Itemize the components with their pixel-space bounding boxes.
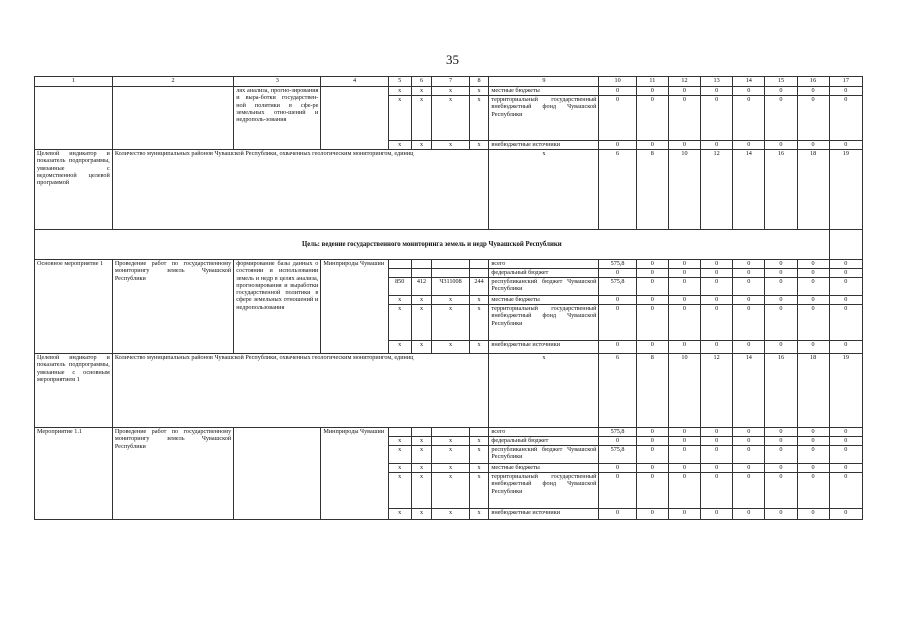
year-value-cell: 575,8 [599, 446, 636, 464]
year-value-cell: 0 [765, 437, 797, 446]
activity-row [35, 428, 863, 437]
budget-code-cell: x [469, 473, 489, 509]
year-value-cell: 575,8 [599, 278, 636, 296]
column-number-cell: 2 [112, 77, 233, 87]
year-value-cell: 0 [599, 141, 636, 150]
column-number-cell: 4 [321, 77, 388, 87]
year-value-cell: 0 [829, 437, 862, 446]
year-value-cell: 0 [599, 473, 636, 509]
funding-source-cell: всего [489, 260, 599, 269]
indicator-value-cell: 6 [599, 150, 636, 230]
year-value-cell: 0 [599, 87, 636, 96]
indicator-value-cell: 18 [797, 354, 829, 428]
year-value-cell: 0 [636, 509, 668, 520]
column-number-cell: 3 [234, 77, 321, 87]
year-value-cell: 0 [599, 464, 636, 473]
budget-code-cell: x [388, 305, 411, 341]
budget-code-cell: x [411, 473, 432, 509]
budget-code-cell [432, 428, 469, 437]
indicator-text-cell: Количество муниципальных районов Чувашской Республики, охваченных геологическим мониторингом, единиц [112, 354, 489, 428]
year-value-cell: 0 [797, 464, 829, 473]
year-value-cell: 0 [701, 87, 733, 96]
indicator-value-cell: 19 [829, 354, 862, 428]
year-value-cell: 0 [733, 428, 765, 437]
year-value-cell: 0 [733, 141, 765, 150]
year-value-cell: 0 [599, 509, 636, 520]
year-value-cell: 0 [765, 278, 797, 296]
year-value-cell: 0 [797, 141, 829, 150]
activity-row [35, 260, 863, 269]
budget-code-cell: x [411, 341, 432, 354]
budget-code-cell: x [388, 96, 411, 141]
year-value-cell: 0 [636, 269, 668, 278]
budget-code-cell: x [411, 87, 432, 96]
budget-code-cell: x [432, 305, 469, 341]
indicator-value-cell: 10 [668, 150, 700, 230]
budget-code-cell [469, 260, 489, 269]
budget-code-cell: x [469, 509, 489, 520]
budget-code-cell [388, 428, 411, 437]
empty-cell [35, 87, 113, 150]
year-value-cell: 0 [733, 96, 765, 141]
year-value-cell: 0 [829, 428, 862, 437]
budget-code-cell: x [388, 296, 411, 305]
year-value-cell: 0 [668, 141, 700, 150]
year-value-cell: 0 [829, 509, 862, 520]
budget-code-cell: x [388, 87, 411, 96]
empty-cell [112, 87, 233, 150]
year-value-cell: 0 [765, 269, 797, 278]
year-value-cell: 0 [797, 473, 829, 509]
budget-code-cell: x [388, 141, 411, 150]
year-value-cell: 0 [765, 305, 797, 341]
year-value-cell: 0 [797, 278, 829, 296]
indicator-value-cell: 6 [599, 354, 636, 428]
activity-name-cell: Проведение работ по государственному мониторингу земель Чувашской Республики [112, 260, 233, 354]
column-number-cell: 17 [829, 77, 862, 87]
indicator-value-cell: 16 [765, 150, 797, 230]
year-value-cell: 0 [701, 96, 733, 141]
year-value-cell: 0 [701, 269, 733, 278]
budget-code-cell: x [432, 464, 469, 473]
year-value-cell: 0 [797, 96, 829, 141]
budget-code-cell: x [388, 437, 411, 446]
year-value-cell: 0 [701, 278, 733, 296]
year-value-cell: 0 [701, 464, 733, 473]
column-number-cell: 7 [432, 77, 469, 87]
year-value-cell: 0 [701, 305, 733, 341]
budget-code-cell: x [411, 96, 432, 141]
budget-code-cell: x [411, 464, 432, 473]
year-value-cell: 575,8 [599, 260, 636, 269]
year-value-cell: 0 [829, 464, 862, 473]
empty-cell [829, 230, 862, 260]
budget-code-cell: x [469, 341, 489, 354]
column-number-cell: 5 [388, 77, 411, 87]
indicator-value-cell: 16 [765, 354, 797, 428]
column-number-cell: 14 [733, 77, 765, 87]
empty-cell [321, 87, 388, 150]
activity-result-cell: формирование базы данных о состоянии и использовании земель и недр в целях анализа, прогнозирования и выработки государственной политики в сфере земельных отношений и недропользования [234, 260, 321, 354]
year-value-cell: 0 [733, 341, 765, 354]
year-value-cell: 0 [668, 296, 700, 305]
year-value-cell: 0 [701, 473, 733, 509]
budget-code-cell: x [388, 464, 411, 473]
year-value-cell: 0 [636, 96, 668, 141]
year-value-cell: 0 [733, 464, 765, 473]
year-value-cell: 0 [829, 446, 862, 464]
budget-code-cell: Ч311008 [432, 278, 469, 296]
column-number-cell: 11 [636, 77, 668, 87]
year-value-cell: 0 [765, 446, 797, 464]
budget-code-cell: x [388, 446, 411, 464]
activity-executor-cell: Минприроды Чувашии [321, 260, 388, 354]
funding-source-cell: территориальный государственный внебюджетный фонд Чувашской Республики [489, 305, 599, 341]
year-value-cell: 0 [829, 296, 862, 305]
indicator-marker-cell: x [489, 150, 599, 230]
budget-code-cell: x [469, 464, 489, 473]
year-value-cell: 0 [668, 473, 700, 509]
year-value-cell: 0 [668, 269, 700, 278]
activity-name-cell: Проведение работ по государственному мониторингу земель Чувашской Республики [112, 428, 233, 520]
funding-source-cell: внебюджетные источники [489, 341, 599, 354]
goal-row [35, 230, 863, 260]
year-value-cell: 0 [797, 260, 829, 269]
year-value-cell: 0 [701, 296, 733, 305]
funding-source-cell: республиканский бюджет Чувашской Республики [489, 278, 599, 296]
result-cell: лях анализа, прогно-зирования и выра-ботки государствен-ной политики в сфе-ре земельных отно-шений и недрополь-зования [234, 87, 321, 150]
budget-code-cell [469, 269, 489, 278]
funding-source-cell: внебюджетные источники [489, 141, 599, 150]
column-number-cell: 6 [411, 77, 432, 87]
budget-code-cell: x [388, 473, 411, 509]
year-value-cell: 0 [733, 260, 765, 269]
year-value-cell: 0 [765, 341, 797, 354]
indicator-value-cell: 19 [829, 150, 862, 230]
budget-code-cell [411, 260, 432, 269]
year-value-cell: 0 [636, 87, 668, 96]
funding-source-cell: республиканский бюджет Чувашской Республики [489, 446, 599, 464]
activity-label-cell: Основное мероприятие 1 [35, 260, 113, 354]
year-value-cell: 0 [636, 305, 668, 341]
year-value-cell: 0 [636, 446, 668, 464]
budget-code-cell: 244 [469, 278, 489, 296]
year-value-cell: 575,8 [599, 428, 636, 437]
year-value-cell: 0 [636, 464, 668, 473]
budget-code-cell: x [469, 87, 489, 96]
indicator-value-cell: 12 [701, 150, 733, 230]
budget-code-cell: x [432, 296, 469, 305]
budget-code-cell [469, 428, 489, 437]
year-value-cell: 0 [733, 437, 765, 446]
year-value-cell: 0 [829, 473, 862, 509]
activity-label-cell: Мероприятие 1.1 [35, 428, 113, 520]
year-value-cell: 0 [599, 305, 636, 341]
year-value-cell: 0 [829, 269, 862, 278]
year-value-cell: 0 [797, 437, 829, 446]
page-number: 35 [446, 52, 459, 67]
budget-code-cell [411, 428, 432, 437]
indicator-value-cell: 10 [668, 354, 700, 428]
year-value-cell: 0 [636, 341, 668, 354]
budget-code-cell: x [411, 141, 432, 150]
year-value-cell: 0 [733, 87, 765, 96]
budget-code-cell: x [388, 509, 411, 520]
year-value-cell: 0 [668, 428, 700, 437]
budget-code-cell [432, 269, 469, 278]
year-value-cell: 0 [797, 509, 829, 520]
budget-code-cell: x [432, 473, 469, 509]
year-value-cell: 0 [765, 464, 797, 473]
year-value-cell: 0 [636, 437, 668, 446]
year-value-cell: 0 [733, 269, 765, 278]
year-value-cell: 0 [765, 428, 797, 437]
year-value-cell: 0 [765, 260, 797, 269]
year-value-cell: 0 [599, 96, 636, 141]
program-table [34, 76, 863, 520]
budget-code-cell: x [469, 96, 489, 141]
year-value-cell: 0 [733, 509, 765, 520]
budget-code-cell: 412 [411, 278, 432, 296]
year-value-cell: 0 [636, 278, 668, 296]
column-number-cell: 13 [701, 77, 733, 87]
budget-code-cell: x [411, 437, 432, 446]
funding-source-cell: местные бюджеты [489, 87, 599, 96]
year-value-cell: 0 [829, 278, 862, 296]
indicator-value-cell: 8 [636, 354, 668, 428]
year-value-cell: 0 [765, 96, 797, 141]
year-value-cell: 0 [829, 96, 862, 141]
budget-code-cell: x [411, 509, 432, 520]
year-value-cell: 0 [701, 446, 733, 464]
activity-executor-cell: Минприроды Чувашии [321, 428, 388, 520]
year-value-cell: 0 [733, 473, 765, 509]
budget-code-cell: x [432, 87, 469, 96]
year-value-cell: 0 [636, 296, 668, 305]
year-value-cell: 0 [668, 509, 700, 520]
year-value-cell: 0 [668, 437, 700, 446]
year-value-cell: 0 [636, 260, 668, 269]
year-value-cell: 0 [829, 87, 862, 96]
budget-code-cell: x [469, 305, 489, 341]
year-value-cell: 0 [668, 341, 700, 354]
budget-code-cell [388, 260, 411, 269]
year-value-cell: 0 [797, 296, 829, 305]
year-value-cell: 0 [599, 437, 636, 446]
budget-code-cell [432, 260, 469, 269]
year-value-cell: 0 [733, 296, 765, 305]
year-value-cell: 0 [765, 473, 797, 509]
funding-source-cell: федеральный бюджет [489, 437, 599, 446]
budget-code-cell: x [432, 341, 469, 354]
year-value-cell: 0 [797, 87, 829, 96]
year-value-cell: 0 [733, 305, 765, 341]
year-value-cell: 0 [765, 141, 797, 150]
budget-code-cell: x [469, 437, 489, 446]
continuation-row [35, 87, 863, 96]
year-value-cell: 0 [829, 305, 862, 341]
year-value-cell: 0 [829, 341, 862, 354]
year-value-cell: 0 [701, 509, 733, 520]
indicator-row [35, 354, 863, 428]
indicator-marker-cell: x [489, 354, 599, 428]
budget-code-cell: x [411, 296, 432, 305]
year-value-cell: 0 [701, 341, 733, 354]
funding-source-cell: федеральный бюджет [489, 269, 599, 278]
indicator-value-cell: 18 [797, 150, 829, 230]
funding-source-cell: территориальный государственный внебюджетный фонд Чувашской Республики [489, 473, 599, 509]
year-value-cell: 0 [765, 509, 797, 520]
year-value-cell: 0 [797, 305, 829, 341]
budget-code-cell [388, 269, 411, 278]
year-value-cell: 0 [797, 428, 829, 437]
indicator-value-cell: 12 [701, 354, 733, 428]
column-number-cell: 12 [668, 77, 700, 87]
year-value-cell: 0 [765, 87, 797, 96]
indicator-row [35, 150, 863, 230]
funding-source-cell: всего [489, 428, 599, 437]
column-number-cell: 1 [35, 77, 113, 87]
year-value-cell: 0 [636, 141, 668, 150]
indicator-value-cell: 8 [636, 150, 668, 230]
budget-code-cell: x [432, 437, 469, 446]
year-value-cell: 0 [668, 96, 700, 141]
budget-code-cell: x [432, 446, 469, 464]
year-value-cell: 0 [636, 428, 668, 437]
year-value-cell: 0 [599, 341, 636, 354]
column-number-cell: 16 [797, 77, 829, 87]
budget-code-cell: x [432, 141, 469, 150]
budget-code-cell: x [388, 341, 411, 354]
year-value-cell: 0 [701, 260, 733, 269]
budget-code-cell: x [469, 141, 489, 150]
indicator-text-cell: Количество муниципальных районов Чувашской Республики, охваченных геологическим мониторингом, единиц [112, 150, 489, 230]
indicator-value-cell: 14 [733, 354, 765, 428]
year-value-cell: 0 [668, 464, 700, 473]
column-number-cell: 10 [599, 77, 636, 87]
indicator-value-cell: 14 [733, 150, 765, 230]
year-value-cell: 0 [599, 296, 636, 305]
year-value-cell: 0 [733, 278, 765, 296]
year-value-cell: 0 [733, 446, 765, 464]
column-number-cell: 9 [489, 77, 599, 87]
year-value-cell: 0 [668, 446, 700, 464]
budget-code-cell: x [432, 96, 469, 141]
year-value-cell: 0 [701, 141, 733, 150]
budget-code-cell: x [469, 296, 489, 305]
year-value-cell: 0 [668, 305, 700, 341]
year-value-cell: 0 [599, 269, 636, 278]
year-value-cell: 0 [797, 269, 829, 278]
header-row [35, 77, 863, 87]
goal-heading: Цель: ведение государственного мониторинга земель и недр Чувашской Республики [35, 230, 830, 260]
year-value-cell: 0 [636, 473, 668, 509]
funding-source-cell: местные бюджеты [489, 296, 599, 305]
activity-result-cell [234, 428, 321, 520]
indicator-label-cell: Целевой индикатор и показатель подпрограммы, увязанные с основным мероприятием 1 [35, 354, 113, 428]
column-number-cell: 8 [469, 77, 489, 87]
funding-source-cell: территориальный государственный внебюджетный фонд Чувашской Республики [489, 96, 599, 141]
funding-source-cell: местные бюджеты [489, 464, 599, 473]
budget-code-cell: x [432, 509, 469, 520]
year-value-cell: 0 [668, 278, 700, 296]
budget-code-cell: 850 [388, 278, 411, 296]
year-value-cell: 0 [797, 446, 829, 464]
indicator-label-cell: Целевой индикатор и показатель подпрограммы, увязанные с ведомственной целевой программой [35, 150, 113, 230]
year-value-cell: 0 [701, 437, 733, 446]
budget-code-cell: x [411, 305, 432, 341]
budget-code-cell [411, 269, 432, 278]
budget-code-cell: x [469, 446, 489, 464]
year-value-cell: 0 [765, 296, 797, 305]
column-number-cell: 15 [765, 77, 797, 87]
year-value-cell: 0 [829, 141, 862, 150]
year-value-cell: 0 [829, 260, 862, 269]
year-value-cell: 0 [668, 87, 700, 96]
funding-source-cell: внебюджетные источники [489, 509, 599, 520]
year-value-cell: 0 [701, 428, 733, 437]
year-value-cell: 0 [668, 260, 700, 269]
year-value-cell: 0 [797, 341, 829, 354]
budget-code-cell: x [411, 446, 432, 464]
